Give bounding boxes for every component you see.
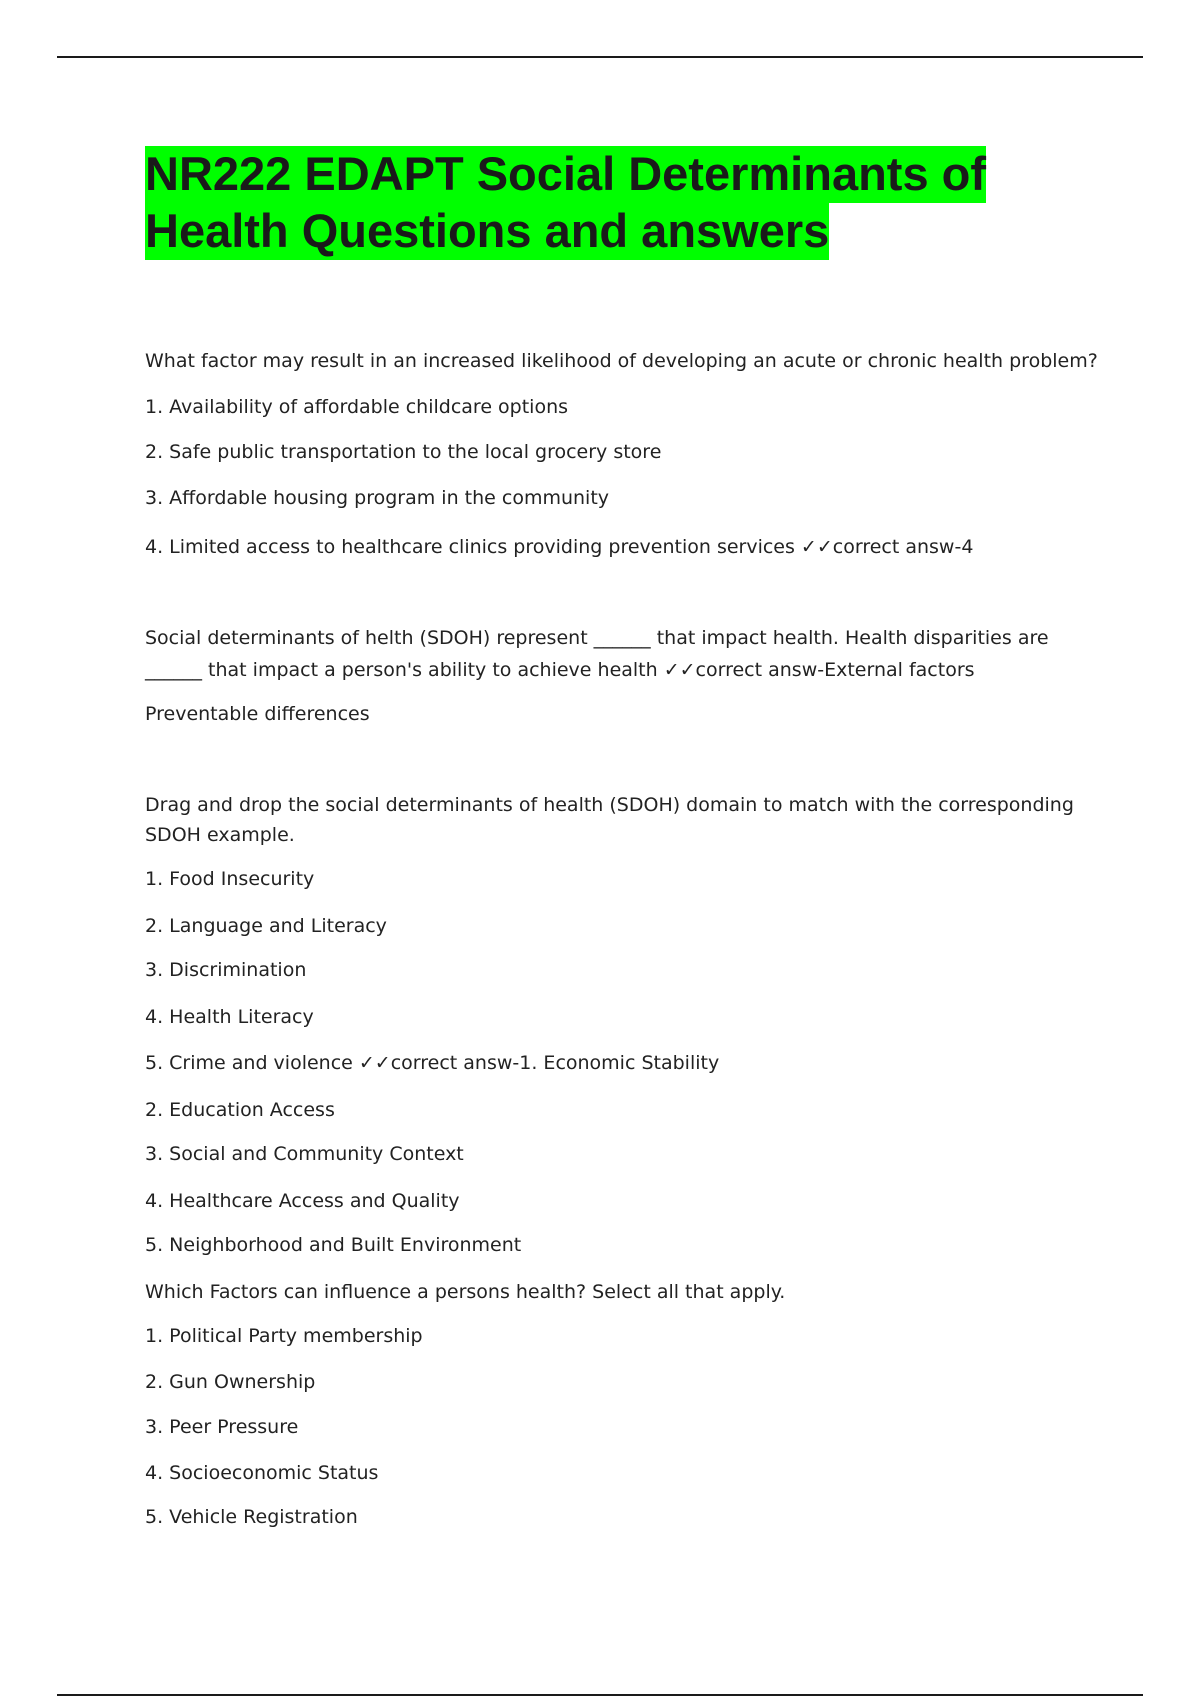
question-1-option-2: 2. Safe public transportation to the local grocery store [145,441,662,463]
question-3-option-4: 4. Health Literacy [145,1006,314,1028]
question-2-line-3: Preventable differences [145,703,370,725]
question-3-option-5: 5. Crime and violence ✓✓correct answ-1. Economic Stability [145,1052,720,1074]
question-3-answer-5: 5. Neighborhood and Built Environment [145,1234,522,1256]
header-rule [57,56,1143,58]
question-3-answer-4: 4. Healthcare Access and Quality [145,1190,460,1212]
document-title [145,145,986,259]
question-3-option-3: 3. Discrimination [145,959,307,981]
footer-rule [57,1694,1143,1696]
question-4-option-4: 4. Socioeconomic Status [145,1462,379,1484]
question-2-line-1: Social determinants of helth (SDOH) represent ______ that impact health. Health disparities are [145,627,1049,649]
question-3-option-1: 1. Food Insecurity [145,868,315,890]
question-2-line-2: ______ that impact a person's ability to achieve health ✓✓correct answ-External factors [145,659,975,681]
question-4-option-2: 2. Gun Ownership [145,1371,316,1393]
question-1-option-1: 1. Availability of affordable childcare options [145,396,569,418]
question-4-option-5: 5. Vehicle Registration [145,1506,358,1528]
question-3-answer-3: 3. Social and Community Context [145,1143,464,1165]
question-1-option-4: 4. Limited access to healthcare clinics providing prevention services ✓✓correct answ-4 [145,536,974,558]
title-line-1: NR222 EDAPT Social Determinants of [145,146,986,203]
question-1-text: What factor may result in an increased likelihood of developing an acute or chronic health problem? [145,350,1098,372]
question-1-option-3: 3. Affordable housing program in the community [145,487,610,509]
question-4-option-1: 1. Political Party membership [145,1325,423,1347]
question-4-text: Which Factors can influence a persons health? Select all that apply. [145,1281,786,1303]
question-3-option-2: 2. Language and Literacy [145,915,387,937]
question-3-line-1: Drag and drop the social determinants of health (SDOH) domain to match with the corresponding [145,794,1074,816]
question-3-line-2: SDOH example. [145,824,295,846]
title-line-2: Health Questions and answers [145,203,829,260]
question-3-answer-2: 2. Education Access [145,1099,335,1121]
question-4-option-3: 3. Peer Pressure [145,1416,299,1438]
